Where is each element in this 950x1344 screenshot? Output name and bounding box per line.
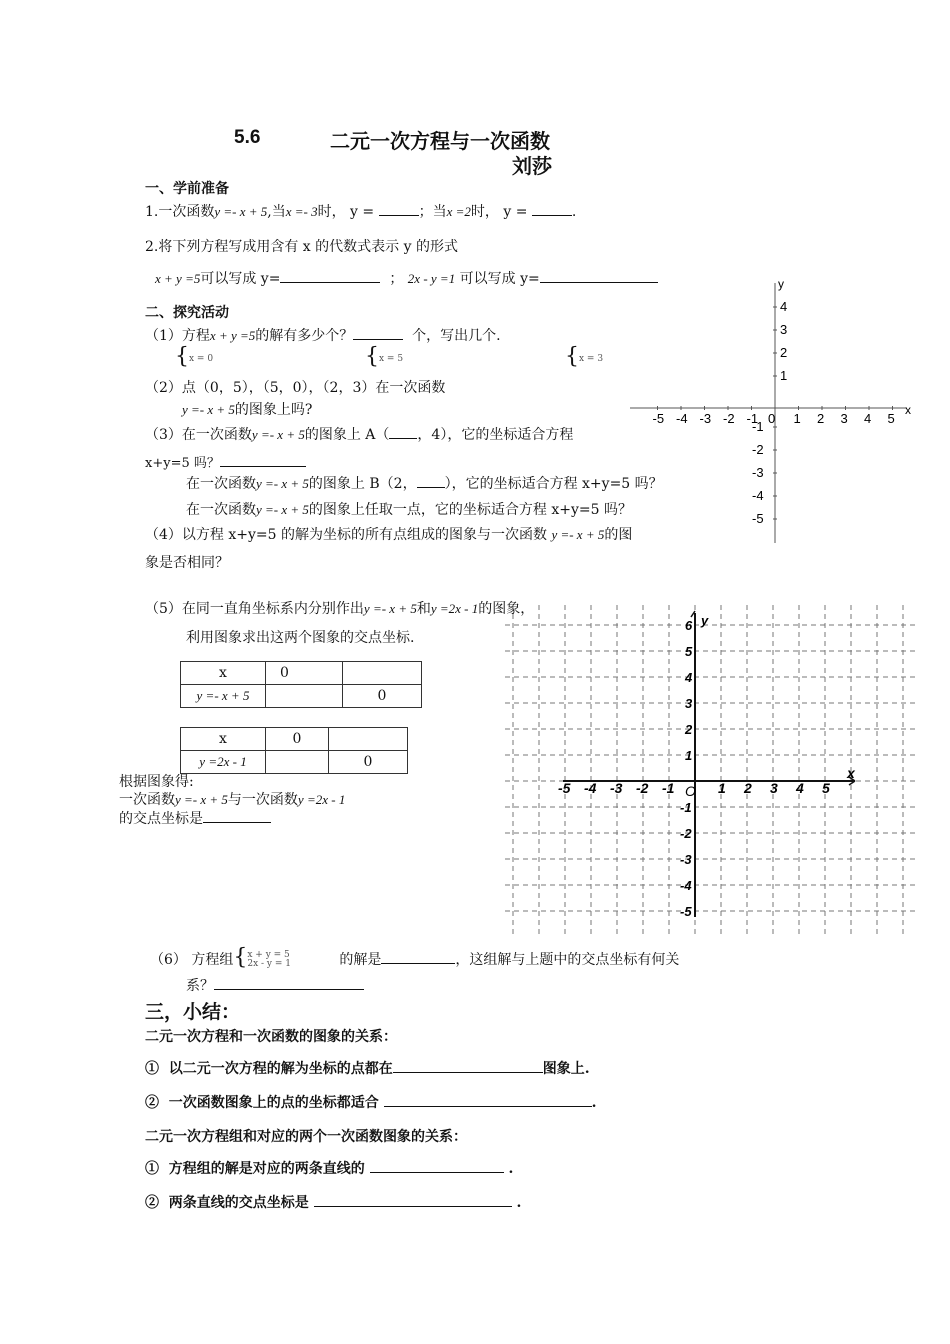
q2-text: 可以写成 y=: [459, 271, 540, 287]
x-axis-label: x: [905, 403, 911, 417]
p3-text: 在一次函数: [186, 502, 256, 518]
table-cell[interactable]: 0: [329, 751, 408, 774]
x-tick-label: -1: [746, 411, 759, 426]
conclusion-function-2: y =2x - 1: [297, 792, 346, 807]
problem-5-line2: 利用图象求出这两个图象的交点坐标.: [186, 630, 415, 646]
p5-text: 和: [416, 601, 431, 617]
item-number: ②: [145, 1195, 159, 1211]
q1-end: .: [571, 204, 577, 220]
p6-text: 的解是: [339, 952, 382, 968]
section1-heading: 一、学前准备: [145, 181, 229, 197]
p5-text: （5）在同一直角坐标系内分别作出: [145, 601, 364, 617]
problem-6-line2: [186, 975, 364, 995]
origin-label: O: [685, 783, 696, 799]
p6-text: 系？: [186, 978, 214, 994]
equation-system[interactable]: [247, 951, 339, 969]
y-tick-label: -4: [680, 878, 692, 893]
p4-function: y =- x + 5: [551, 527, 605, 542]
y-tick-label: 2: [780, 345, 788, 360]
p3-text: ，4），它的坐标适合方程: [417, 427, 574, 443]
system-text: x = 3: [579, 353, 604, 364]
author: 刘莎: [512, 154, 552, 178]
table-cell[interactable]: [266, 685, 343, 708]
y-tick-label: -2: [680, 826, 692, 841]
x-tick-label: -2: [636, 780, 649, 796]
p3-text: 的图象上 B（2，: [308, 476, 417, 492]
table-row: [181, 685, 422, 708]
problem-1: [145, 325, 501, 345]
p3-text: 的图象上任取一点，它的坐标适合方程 x+y=5 吗？: [308, 502, 632, 518]
y-tick-label: -5: [752, 511, 764, 526]
y-tick-label: 1: [780, 368, 788, 383]
q1-text: 时， y =: [470, 204, 528, 220]
summary-item-3: [145, 1158, 513, 1178]
x-tick-label: 2: [744, 780, 752, 796]
q2-equation-2: 2x - y =1: [407, 271, 456, 286]
y-tick-label: -2: [752, 442, 764, 457]
problem-6: （6） 方程组{x + y = 5 2x - y = 1 的解是 ，这组解与上题中的交点坐标有何关: [150, 945, 680, 970]
y-tick-label: -5: [680, 904, 692, 919]
table-cell: y =- x + 5: [181, 685, 266, 708]
y-axis-label: y: [701, 613, 709, 628]
q1-text: ；当: [418, 204, 447, 220]
y-tick-label: 6: [685, 618, 693, 633]
q1-x1: x =- 3: [285, 204, 318, 219]
answer-blank[interactable]: [314, 1192, 512, 1207]
q1-text: 时， y =: [317, 204, 375, 220]
coordinate-grid: [505, 605, 915, 935]
system-text: x = 5: [379, 353, 404, 364]
table-row: [181, 728, 408, 751]
problem-3-line3: [186, 473, 663, 493]
x-tick-label: 2: [817, 411, 825, 426]
y-tick-label: 4: [780, 299, 788, 314]
answer-blank[interactable]: [280, 268, 380, 283]
item-text: 以二元一次方程的解为坐标的点都在: [168, 1061, 393, 1077]
answer-blank[interactable]: [379, 201, 419, 216]
table-cell: y =2x - 1: [181, 751, 266, 774]
x-tick-label: -3: [699, 411, 712, 426]
y-tick-label: -3: [680, 852, 692, 867]
q2-text: 可以写成 y=: [200, 271, 281, 287]
table-row: [181, 662, 422, 685]
question-2: 2.将下列方程写成用含有 x 的代数式表示 y 的形式: [145, 239, 458, 255]
p3-text: x+y=5 吗？: [145, 456, 220, 471]
q2-equation-1: x + y =5: [155, 271, 201, 286]
x-tick-label: 3: [840, 411, 848, 426]
item-text: .: [516, 1195, 522, 1211]
x-tick-label: 3: [770, 780, 778, 796]
value-table-2: [180, 727, 408, 774]
answer-blank[interactable]: [353, 325, 403, 340]
item-number: ②: [145, 1095, 159, 1111]
system-bottom: 2x - y = 1: [247, 959, 291, 969]
problem-3-line4: [186, 499, 632, 519]
x-tick-label: 1: [718, 780, 726, 796]
x-tick-label: -4: [676, 411, 688, 426]
table-cell[interactable]: 0: [266, 662, 343, 685]
p3-text: 在一次函数: [186, 476, 256, 492]
x-axis-label: x: [847, 765, 855, 781]
y-tick-label: 3: [685, 696, 693, 711]
p3-text: 的图象上 A（: [304, 427, 390, 443]
item-text: .: [591, 1095, 597, 1111]
table-cell[interactable]: [343, 662, 422, 685]
problem-5: [145, 598, 534, 618]
y-tick-label: 4: [685, 670, 693, 685]
table-cell[interactable]: 0: [266, 728, 329, 751]
system-top: x + y = 5: [247, 950, 290, 960]
answer-blank[interactable]: [389, 424, 417, 439]
p1-equation: x + y =5: [209, 328, 256, 343]
x-tick-label: -3: [610, 780, 623, 796]
answer-blank[interactable]: [384, 1092, 592, 1107]
item-number: ①: [145, 1061, 159, 1077]
p1-text: （1）方程: [145, 328, 210, 344]
section2-heading: 二、探究活动: [145, 305, 229, 321]
answer-blank[interactable]: [532, 201, 572, 216]
p1-text: 的解有多少个？: [255, 328, 354, 344]
y-tick-label: -1: [752, 419, 764, 434]
problem-4-line2: 象是否相同？: [145, 555, 229, 571]
y-tick-label: -3: [752, 465, 764, 480]
p1-text: 个，写出几个.: [412, 328, 501, 344]
p4-text: 的图: [604, 527, 633, 543]
answer-blank[interactable]: [370, 1158, 504, 1173]
problem-3-line2: [145, 452, 306, 471]
p3-function: y =- x + 5: [251, 427, 305, 442]
p3-text: （3）在一次函数: [145, 427, 252, 443]
summary-item-4: [145, 1192, 521, 1212]
conclusion-function-1: y =- x + 5: [175, 792, 228, 807]
table-cell: x: [181, 728, 266, 751]
y-tick-label: 3: [780, 322, 788, 337]
question-1: [145, 201, 576, 221]
x-tick-label: 0: [768, 411, 776, 426]
p5-function-1: y =- x + 5: [363, 601, 417, 616]
problem-2: （2）点（0，5），（5，0），（2，3）在一次函数: [145, 380, 446, 396]
y-tick-label: 1: [685, 748, 693, 763]
summary-subheading-2: 二元一次方程组和对应的两个一次函数图象的关系：: [145, 1129, 467, 1145]
p3-function: y =- x + 5: [256, 502, 309, 517]
p5-function-2: y =2x - 1: [430, 601, 479, 616]
problem-2-line2: [182, 399, 312, 419]
p2-function: y =- x + 5: [182, 402, 235, 417]
table-cell[interactable]: [329, 728, 408, 751]
p3-text: ），它的坐标适合方程 x+y=5 吗？: [444, 476, 663, 492]
q1-text: ,当: [267, 204, 286, 220]
y-tick-label: -1: [680, 800, 692, 815]
x-tick-label: 4: [864, 411, 872, 426]
x-tick-label: -5: [652, 411, 665, 426]
conclusion-text: 的交点坐标是: [119, 811, 203, 827]
x-tick-label: -5: [558, 780, 571, 796]
solution-system-3[interactable]: {x = 3: [565, 344, 604, 369]
table-cell[interactable]: 0: [343, 685, 422, 708]
y-tick-label: 5: [685, 644, 693, 659]
p4-text: （4）以方程 x+y=5 的解为坐标的所有点组成的图象与一次函数: [145, 527, 547, 543]
summary-item-2: [145, 1092, 597, 1112]
problem-3: [145, 424, 573, 444]
item-number: ①: [145, 1161, 159, 1177]
p3-function: y =- x + 5: [256, 476, 309, 491]
summary-item-1: [145, 1058, 590, 1078]
coordinate-axes-1: [625, 275, 915, 545]
table-cell: x: [181, 662, 266, 685]
p5-text: 的图象，: [478, 601, 535, 617]
answer-blank[interactable]: [214, 975, 364, 990]
conclusion-line: [119, 789, 345, 809]
y-tick-label: 2: [685, 722, 693, 737]
solution-system-1[interactable]: {x = 0: [175, 344, 214, 369]
table-cell[interactable]: [266, 751, 329, 774]
x-tick-label: -4: [584, 780, 597, 796]
y-tick-label: -4: [752, 488, 764, 503]
x-tick-label: 1: [793, 411, 801, 426]
section3-heading: 三，小结：: [145, 1001, 241, 1023]
x-tick-label: 5: [822, 780, 830, 796]
question-2-line: [155, 268, 658, 288]
system-text: x = 0: [189, 353, 214, 364]
value-table-1: [180, 661, 422, 708]
x-tick-label: -2: [723, 411, 735, 426]
item-text: 两条直线的交点坐标是: [168, 1195, 309, 1211]
q2-separator: ；: [389, 271, 404, 287]
summary-subheading-1: 二元一次方程和一次函数的图象的关系：: [145, 1029, 397, 1045]
x-tick-label: -1: [662, 780, 675, 796]
conclusion-text: 与一次函数: [227, 792, 298, 808]
p2-text: 的图象上吗?: [234, 402, 313, 418]
y-axis-label: y: [778, 277, 784, 291]
table-row: [181, 751, 408, 774]
q1-x2: x =2: [446, 204, 471, 219]
q1-function: y =- x + 5: [214, 204, 268, 219]
solution-system-2[interactable]: {x = 5: [365, 344, 404, 369]
item-text: 图象上.: [542, 1061, 590, 1077]
conclusion-answer: [119, 808, 271, 828]
conclusion-text: 一次函数: [119, 792, 175, 808]
item-text: 一次函数图象上的点的坐标都适合: [168, 1095, 379, 1111]
section-number: 5.6: [234, 127, 261, 148]
answer-blank[interactable]: [417, 473, 445, 488]
p6-text: （6） 方程组: [150, 952, 234, 968]
answer-blank[interactable]: [220, 452, 306, 467]
problem-4: [145, 524, 632, 544]
answer-blank[interactable]: [203, 808, 271, 823]
answer-blank[interactable]: [381, 949, 455, 964]
item-text: 方程组的解是对应的两条直线的: [168, 1161, 365, 1177]
x-tick-label: 4: [796, 780, 804, 796]
p6-text: ，这组解与上题中的交点坐标有何关: [455, 952, 680, 968]
conclusion-heading: 根据图象得:: [119, 774, 194, 790]
q1-prefix: 1.一次函数: [145, 204, 215, 220]
page-title: 二元一次方程与一次函数: [330, 129, 550, 153]
answer-blank[interactable]: [393, 1058, 543, 1073]
item-text: .: [508, 1161, 514, 1177]
x-tick-label: 5: [887, 411, 895, 426]
